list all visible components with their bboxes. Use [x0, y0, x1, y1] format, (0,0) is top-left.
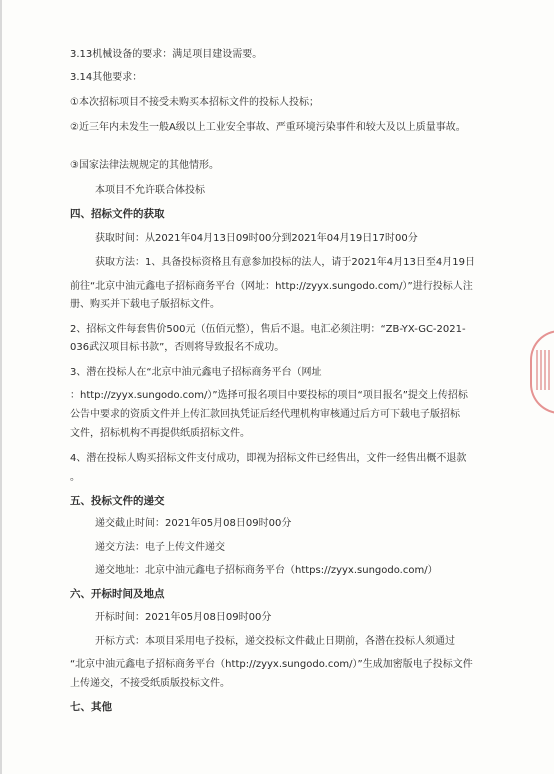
text-line: 公告中要求的资质文件并上传汇款回执凭证后经代理机构审核通过后方可下载电子版招标: [70, 409, 460, 420]
text-line: 递交截止时间：2021年05月08日09时00分: [95, 518, 292, 529]
text-line: 4、潜在投标人购买招标文件支付成功，即视为招标文件已经售出，文件一经售出概不退款: [70, 453, 467, 464]
text-line: 2、招标文件每套售价500元（伍佰元整），售后不退。电汇必须注明：“ZB-YX-GC-2021-: [70, 324, 466, 335]
section-heading: 五、投标文件的递交: [70, 495, 165, 507]
text-line: ：http://zyyx.sungodo.com/）”选择可报名项目中要投标的项目“项目报名”提交上传招标: [70, 390, 468, 401]
text-line: 文件，招标机构不再提供纸质招标文件。: [70, 428, 250, 439]
text-line: 。: [70, 472, 80, 483]
text-line: 本项目不允许联合体投标: [95, 185, 205, 196]
text-line: 前往“北京中油元鑫电子招标商务平台（网址：http://zyyx.sungodo.com/）”进行投标人注: [70, 281, 473, 292]
section-heading: 七、其他: [70, 701, 112, 713]
text-line: 开标时间：2021年05月08日09时00分: [95, 612, 272, 623]
text-line: 3、潜在投标人在“北京中油元鑫电子招标商务平台（网址: [70, 367, 322, 378]
text-line: 036武汉项目标书款”，否则将导致报名不成功。: [70, 342, 285, 353]
section-heading: 六、开标时间及地点: [70, 588, 165, 600]
section-heading: 四、招标文件的获取: [70, 208, 165, 220]
text-line: 获取方法：1、具备投标资格且有意参加投标的法人，请于2021年4月13日至4月19日: [95, 257, 475, 268]
text-line: ②近三年内未发生一般A级以上工业安全事故、严重环境污染事件和较大及以上质量事故。: [70, 122, 466, 133]
red-seal-ink: [536, 350, 550, 390]
text-line: 开标方式：本项目采用电子投标，递交投标文件截止日期前，各潜在投标人须通过: [95, 636, 455, 647]
text-line: 册、购买并下载电子版招标文件。: [70, 299, 220, 310]
text-line: 3.14其他要求：: [70, 72, 143, 83]
text-line: “北京中油元鑫电子招标商务平台（http://zyyx.sungodo.com/）”生成加密版电子投标文件: [70, 659, 473, 670]
text-line: 递交地址：北京中油元鑫电子招标商务平台（https://zyyx.sungodo.com/）: [95, 565, 438, 576]
text-line: ③国家法律法规规定的其他情形。: [70, 160, 219, 171]
text-line: ①本次招标项目不接受未购买本招标文件的投标人投标；: [70, 97, 319, 108]
text-line: 递交方法：电子上传文件递交: [95, 542, 225, 553]
text-line: 上传递交，不接受纸质版投标文件。: [70, 678, 230, 689]
text-line: 获取时间：从2021年04月13日09时00分到2021年04月19日17时00分: [95, 233, 418, 244]
text-line: 3.13机械设备的要求：满足项目建设需要。: [70, 49, 263, 60]
